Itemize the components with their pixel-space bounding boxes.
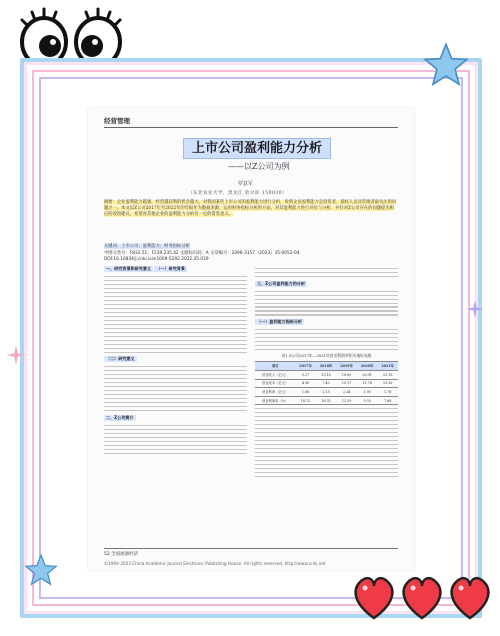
table-cell: 12.39 [336,396,357,405]
star-icon [420,40,472,92]
abstract-text: 摘要：企业盈利能力越强，经营越获利的机会越大。对我国某些上市公司的盈利能力进行分析，说明企业盈利能力是投资者、债权人以及管理者最关注的问题之一。本文以Z公司2017年至2022年的年报作为数据来源，运用财务指标分析的方法，对其盈利能力进行评价与分析，并针对Z公司存在的问题提出相应的改进建议，希望对其他企业的盈利能力分析有一定的借鉴意义。 [104,200,397,218]
table-row [255,379,398,388]
heading-research-significance: （二）研究意义 [106,356,135,362]
page-footer: 52 全国流通经济 [104,552,139,557]
abstract [104,200,398,219]
table-header-cell: 2020年 [357,362,378,371]
sparkle-icon [6,345,26,365]
journal-page [88,108,414,570]
table-row [255,370,398,379]
table-header-cell: 2017年 [295,362,316,371]
table-cell: 1.95 [357,388,378,397]
table-cell: 13.18 [316,370,337,379]
header-rule [104,127,398,128]
table-cell: 营业成本（亿元） [255,379,295,388]
sparkle-icon [466,300,484,318]
keywords [104,243,190,249]
author-affiliation: （东北农业大学，黑龙江 哈尔滨 150030） [188,191,288,196]
table-caption: 表1 Z公司2017年—2021年营业利润率相关指标表格 [281,353,372,359]
table-cell: 16.31 [316,396,337,405]
heading-profitability-analysis: 三、Z公司盈利能力的分析 [257,280,305,286]
profit-table [255,361,398,405]
copyright-notice: ©1994-2023 China Academic Journal Electronic Publishing House. All rights reserved. http://www.cnki.net [104,561,326,566]
table-cell: 18.12 [295,396,316,405]
footer-rule [104,548,398,549]
table-cell: 7.42 [316,379,337,388]
table-cell: 20.91 [357,370,378,379]
table-cell: 13.26 [377,379,398,388]
keywords-text: 关键词：上市公司；盈利能力；财务指标分析 [104,244,190,249]
hearts-decoration [350,568,500,624]
table-header-cell: 项目 [255,362,295,371]
left-column [104,265,247,457]
table-cell: 10.17 [336,379,357,388]
table-cell: 7.68 [377,396,398,405]
heading-research-background: （一）研究背景 [156,266,185,271]
table-cell: 9.33 [357,396,378,405]
table-cell: 9.27 [295,370,316,379]
table-cell: 营业利润（亿元） [255,388,295,397]
article-subtitle: ——以Z公司为例 [228,162,290,171]
table-row [255,388,398,397]
author-name: 罗意军 [238,181,254,187]
table-header-cell: 2019年 [336,362,357,371]
table-header-cell: 2018年 [316,362,337,371]
classification-meta: 中图分类号：F832.51；F239.235.42 文献标识码：A 文章编号：2096-3157（2023）35-0052-04 [104,251,300,256]
table-cell: 营业利润率（%） [255,396,295,405]
article-title: 上市公司盈利能力分析 [183,138,331,159]
heading-indicator-analysis: （一）盈利能力指标分析 [257,319,303,325]
table-header-cell: 2021年 [377,362,398,371]
table-cell: 11.76 [357,379,378,388]
table-cell: 1.68 [295,388,316,397]
table-cell: 1.78 [377,388,398,397]
table-row [255,396,398,405]
section-tag: 经营管理 [104,117,130,125]
table-header-row [255,362,398,371]
table-cell: 18.89 [336,370,357,379]
table-cell: 23.18 [377,370,398,379]
table-cell: 2.34 [336,388,357,397]
heading-company-intro: 二、Z公司简介 [106,415,134,421]
right-column [255,265,398,480]
table-cell: 2.15 [316,388,337,397]
table-cell: 4.96 [295,379,316,388]
doi: DOI:10.16834/j.cnki.issn1009-5292.2022.35.029 [104,257,209,262]
table-cell: 营业收入（亿元） [255,370,295,379]
star-icon [22,552,60,590]
heading-background: 一、研究背景和研究意义 [106,266,152,271]
